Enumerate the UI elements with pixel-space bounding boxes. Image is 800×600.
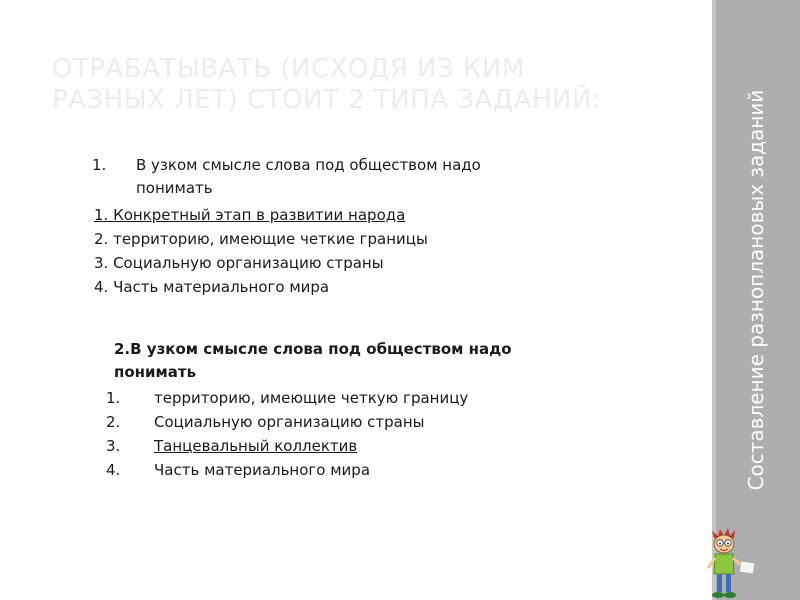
cartoon-boy-icon [700,528,760,600]
sidebar-stripe [712,0,716,600]
question-2-option-1 [106,386,586,410]
question-2-option-1-text: территорию, имеющие четкую границу [154,389,469,407]
question-2-option-3 [106,434,586,458]
question-2-option-3-text: Танцевальный коллектив [154,437,358,455]
question-2-option-2-text: Социальную организацию страны [154,413,425,431]
question-1-option-2: 2. территорию, имеющие четкие границы [94,230,428,248]
question-2-title: 2.В узком смысле слова под обществом надо понимать [114,340,512,381]
slide-title: ОТРАБАТЫВАТЬ (ИСХОДЯ ИЗ КИМ РАЗНЫХ ЛЕТ) СТОИТ 2 ТИПА ЗАДАНИЙ: [52,54,602,115]
question-2-option-2-number: 2. [106,413,121,431]
question-2 [106,338,586,482]
question-2-option-4 [106,458,586,482]
question-1-option-3: 3. Социальную организацию страны [94,254,384,272]
question-2-option-4-number: 4. [106,461,121,479]
question-2-options [106,386,586,482]
question-2-option-1-number: 1. [106,389,121,407]
question-1-options [94,203,552,299]
question-2-option-3-number: 3. [106,437,121,455]
question-2-option-4-text: Часть материального мира [154,461,371,479]
question-1-text: В узком смысле слова под обществом надо понимать [136,156,481,197]
question-1-option-1: 1. Конкретный этап в развитии народа [94,206,406,224]
question-1-stem [92,154,552,200]
question-1 [92,154,552,299]
question-2-option-2 [106,410,586,434]
question-1-option-4: 4. Часть материального мира [94,278,330,296]
question-1-number: 1. [92,156,107,174]
sidebar-vertical-label: Составление разноплановых заданий [744,89,768,491]
